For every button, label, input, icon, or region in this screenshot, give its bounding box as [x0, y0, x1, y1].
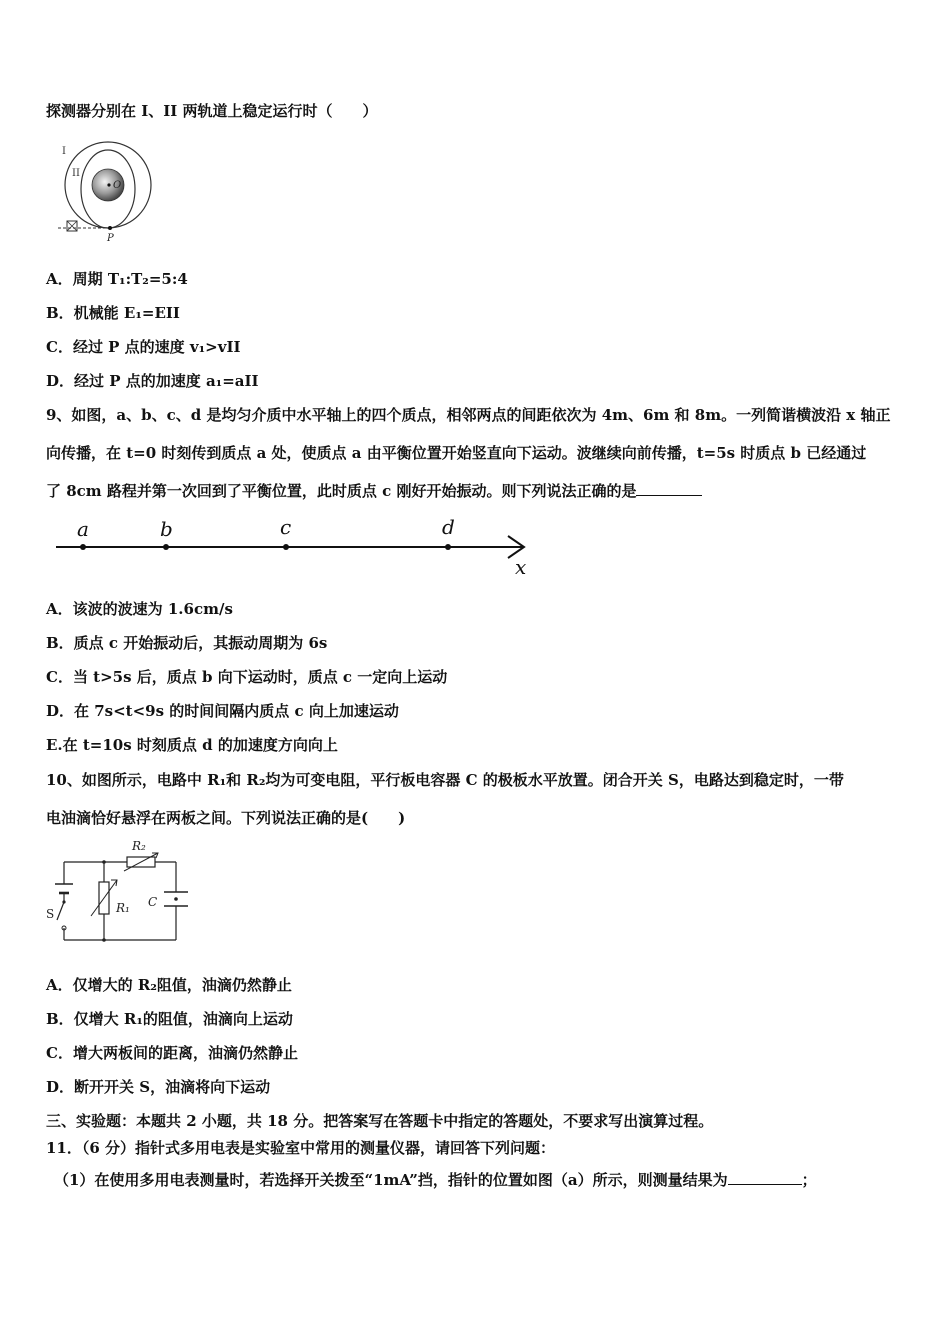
q8-option-b: B．机械能 E₁=EII	[46, 304, 180, 322]
q9-stem-line-3: 了 8cm 路程并第一次回到了平衡位置，此时质点 c 刚好开始振动。则下列说法正确的是	[46, 481, 702, 501]
point-b	[163, 544, 169, 550]
label-O: O	[113, 180, 122, 191]
q8-option-c: C．经过 P 点的速度 v₁>vII	[46, 338, 241, 356]
point-a	[80, 544, 86, 550]
oil-drop	[174, 897, 178, 901]
label-x: x	[515, 555, 527, 578]
label-II: II	[72, 168, 80, 179]
q11-stem: 11．（6 分）指针式多用电表是实验室中常用的测量仪器，请回答下列问题：	[46, 1139, 556, 1157]
q9-option-c: C．当 t>5s 后，质点 b 向下运动时，质点 c 一定向上运动	[46, 668, 448, 686]
label-R1: R₁	[116, 901, 130, 915]
q11-part-1: （1）在使用多用电表测量时，若选择开关拨至“1mA”挡，指针的位置如图（a）所示，则测量结果为 ；	[54, 1171, 817, 1189]
label-P: P	[107, 233, 114, 244]
label-c: c	[280, 515, 292, 539]
wave-axis-figure	[50, 512, 540, 578]
q10-option-d: D．断开开关 S，油滴将向下运动	[46, 1078, 271, 1096]
q9-stem-line-2: 向传播，在 t=0 时刻传到质点 a 处，使质点 a 由平衡位置开始竖直向下运动。波继续向前传播，t=5s 时质点 b 已经通过	[46, 444, 867, 462]
q10-stem-line-2: 电油滴恰好悬浮在两板之间。下列说法正确的是( )	[46, 809, 406, 827]
q11-answer-blank	[728, 1170, 802, 1185]
label-b: b	[160, 517, 173, 541]
q9-option-a: A．该波的波速为 1.6cm/s	[46, 600, 233, 618]
probe-icon	[67, 221, 77, 231]
label-a: a	[77, 517, 89, 541]
point-d	[445, 544, 451, 550]
q9-option-b: B．质点 c 开始振动后，其振动周期为 6s	[46, 634, 328, 652]
q10-option-a: A．仅增大的 R₂阻值，油滴仍然静止	[46, 976, 292, 994]
orbit-figure	[52, 140, 164, 244]
section-3-heading: 三、实验题：本题共 2 小题，共 18 分。把答案写在答题卡中指定的答题处，不要求写出演算过程。	[46, 1112, 714, 1130]
q8-option-a: A．周期 T₁:T₂=5:4	[46, 270, 188, 288]
label-I: I	[62, 146, 66, 157]
q8-stem-tail: 探测器分别在 I、II 两轨道上稳定运行时（ ）	[46, 102, 378, 120]
q9-answer-blank	[636, 481, 702, 496]
switch-S	[57, 900, 66, 930]
label-C: C	[148, 895, 158, 909]
q10-option-c: C．增大两板间的距离，油滴仍然静止	[46, 1044, 298, 1062]
q10-stem-line-1: 10、如图所示，电路中 R₁和 R₂均为可变电阻，平行板电容器 C 的极板水平放置。闭合开关 S，电路达到稳定时，一带	[46, 771, 844, 789]
q9-stem-line-1: 9、如图，a、b、c、d 是均匀介质中水平轴上的四个质点，相邻两点的间距依次为 4m、6m 和 8m。一列简谐横波沿 x 轴正	[46, 406, 891, 424]
point-P	[108, 226, 112, 230]
circuit-figure	[44, 836, 200, 948]
q10-option-b: B．仅增大 R₁的阻值，油滴向上运动	[46, 1010, 293, 1028]
q9-option-e: E.在 t=10s 时刻质点 d 的加速度方向向上	[46, 736, 338, 754]
label-d: d	[442, 515, 455, 539]
point-c	[283, 544, 289, 550]
label-R2: R₂	[132, 839, 146, 853]
label-S: S	[46, 907, 55, 921]
q8-option-d: D．经过 P 点的加速度 a₁=aII	[46, 372, 259, 390]
q9-option-d: D．在 7s<t<9s 的时间间隔内质点 c 向上加速运动	[46, 702, 399, 720]
